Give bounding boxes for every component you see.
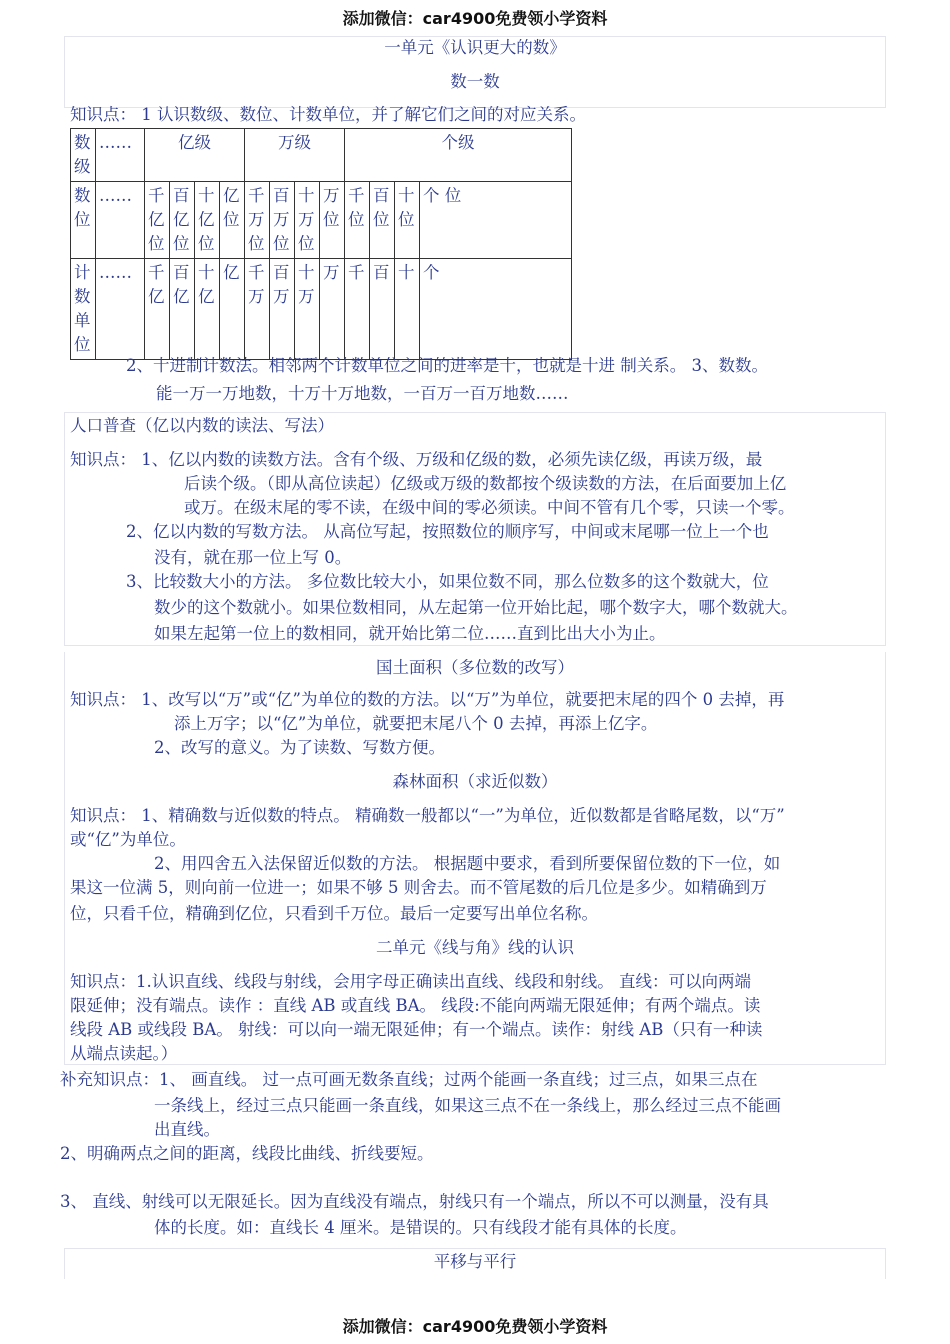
section-title-land: 国土面积（多位数的改写）: [376, 658, 574, 677]
place-cell: 十亿位: [195, 182, 220, 259]
unit-cell: 百亿: [170, 259, 195, 360]
forest-1-a: 知识点： 1、精确数与近似数的特点。 精确数一般都以“一”为单位，近似数都是省略尾数，以“万”: [70, 806, 785, 825]
row-label-place: 数位: [71, 182, 96, 259]
census-2-b: 没有，就在那一位上写 0。: [154, 548, 352, 567]
census-3-b: 数少的这个数就小。如果位数相同，从左起第一位开始比起，哪个数字大，哪个数就大。: [154, 598, 798, 617]
section-title-numbers: 数一数: [450, 72, 500, 91]
unit-cell: 十万: [295, 259, 320, 360]
forest-2-a: 2、用四舍五入法保留近似数的方法。 根据题中要求，看到所要保留位数的下一位，如: [154, 854, 781, 873]
unit-cell: 千亿: [145, 259, 170, 360]
line-1-d: 从端点读起。）: [70, 1044, 178, 1063]
line-1-a: 知识点：1.认识直线、线段与射线，会用字母正确读出直线、线段和射线。 直线：可以向两端: [70, 972, 751, 991]
place-value-table: [70, 128, 572, 360]
census-3-a: 3、比较数大小的方法。 多位数比较大小，如果位数不同，那么位数多的这个数就大，位: [126, 572, 769, 591]
section-title-census: 人口普查（亿以内数的读法、写法）: [70, 416, 334, 435]
unit-cell: 万: [320, 259, 345, 360]
place-cell: 百位: [370, 182, 395, 259]
row-label-unit: 计数单位: [71, 259, 96, 360]
unit-cell: 千万: [245, 259, 270, 360]
land-1-b: 添上万字；以“亿”为单位，就要把末尾八个 0 去掉，再添上亿字。: [174, 714, 658, 733]
section-title-forest: 森林面积（求近似数）: [392, 772, 558, 791]
supplement-1-b: 一条线上，经过三点只能画一条直线，如果这三点不在一条线上，那么经过三点不能画: [154, 1096, 781, 1115]
census-3-c: 如果左起第一位上的数相同，就开始比第二位……直到比出大小为止。: [154, 624, 666, 643]
place-cell: 十位: [395, 182, 420, 259]
census-2-a: 2、亿以内数的写数方法。 从高位写起，按照数位的顺序写，中间或末尾哪一位上一个也: [126, 522, 769, 541]
level-yi: 亿级: [145, 129, 245, 182]
dots-cell: ……: [96, 182, 145, 259]
unit-cell: 个: [420, 259, 572, 360]
census-1-a: 知识点： 1、亿以内数的读数方法。含有个级、万级和亿级的数，必须先读亿级，再读万级，最: [70, 450, 763, 469]
unit-cell: 百万: [270, 259, 295, 360]
place-cell: 千亿位: [145, 182, 170, 259]
place-cell: 个 位: [420, 182, 572, 259]
census-1-c: 或万。在级末尾的零不读，在级中间的零必须读。中间不管有几个零，只读一个零。: [184, 498, 795, 517]
row-label-level: 数级: [71, 129, 96, 182]
forest-1-b: 或“亿”为单位。: [70, 830, 186, 849]
place-cell: 千位: [345, 182, 370, 259]
line-1-c: 线段 AB 或线段 BA。 射线：可以向一端无限延伸；有一个端点。读作：射线 AB（只有一种读: [70, 1020, 763, 1039]
kp1-text: 知识点： 1 认识数级、数位、计数单位，并了解它们之间的对应关系。: [70, 105, 586, 124]
forest-2-c: 位，只看千位，精确到亿位，只看到千万位。最后一定要写出单位名称。: [70, 904, 598, 923]
unit-cell: 亿: [220, 259, 245, 360]
unit2-title: 二单元《线与角》线的认识: [376, 938, 574, 957]
supplement-1-c: 出直线。: [154, 1120, 220, 1139]
supplement-2: 2、明确两点之间的距离，线段比曲线、折线要短。: [60, 1144, 434, 1163]
section-title-translation: 平移与平行: [433, 1252, 517, 1271]
place-cell: 十万位: [295, 182, 320, 259]
line-1-b: 限延伸；没有端点。读作 ：直线 AB 或直线 BA。 线段:不能向两端无限延伸；有两个端点。读: [70, 996, 761, 1015]
place-cell: 百万位: [270, 182, 295, 259]
level-ge: 个级: [345, 129, 572, 182]
unit-cell: 十亿: [195, 259, 220, 360]
supplement-3-b: 体的长度。如：直线长 4 厘米。是错误的。只有线段才能有具体的长度。: [154, 1218, 687, 1237]
place-cell: 万位: [320, 182, 345, 259]
place-cell: 千万位: [245, 182, 270, 259]
forest-2-b: 果这一位满 5，则向前一位进一；如果不够 5 则舍去。而不管尾数的后几位是多少。如精确到万: [70, 878, 767, 897]
dots-cell: ……: [96, 129, 145, 182]
place-cell: 百亿位: [170, 182, 195, 259]
unit-cell: 百: [370, 259, 395, 360]
unit1-title: 一单元《认识更大的数》: [384, 38, 566, 57]
kp1-2-line-b: 能一万一万地数，十万十万地数，一百万一百万地数……: [156, 384, 569, 403]
dots-cell: ……: [96, 259, 145, 360]
unit-cell: 十: [395, 259, 420, 360]
place-cell: 亿位: [220, 182, 245, 259]
unit-cell: 千: [345, 259, 370, 360]
watermark-bottom: 添加微信：car4900免费领小学资料: [342, 1317, 608, 1336]
census-1-b: 后读个级。（即从高位读起）亿级或万级的数都按个级读数的方法，在后面要加上亿: [184, 474, 787, 493]
land-1-a: 知识点： 1、改写以“万”或“亿”为单位的数的方法。以“万”为单位，就要把末尾的四个 0 去掉，再: [70, 690, 785, 709]
watermark-top: 添加微信：car4900免费领小学资料: [342, 9, 608, 28]
supplement-3-a: 3、 直线、射线可以无限延长。因为直线没有端点，射线只有一个端点，所以不可以测量，没有具: [60, 1192, 769, 1211]
supplement-1-a: 补充知识点：1、 画直线。 过一点可画无数条直线；过两个能画一条直线；过三点，如果三点在: [60, 1070, 758, 1089]
level-wan: 万级: [245, 129, 345, 182]
kp1-2-line-a: 2、十进制计数法。相邻两个计数单位之间的进率是十，也就是十进 制关系。 3、数数。: [126, 356, 768, 375]
land-2: 2、改写的意义。为了读数、写数方便。: [154, 738, 445, 757]
